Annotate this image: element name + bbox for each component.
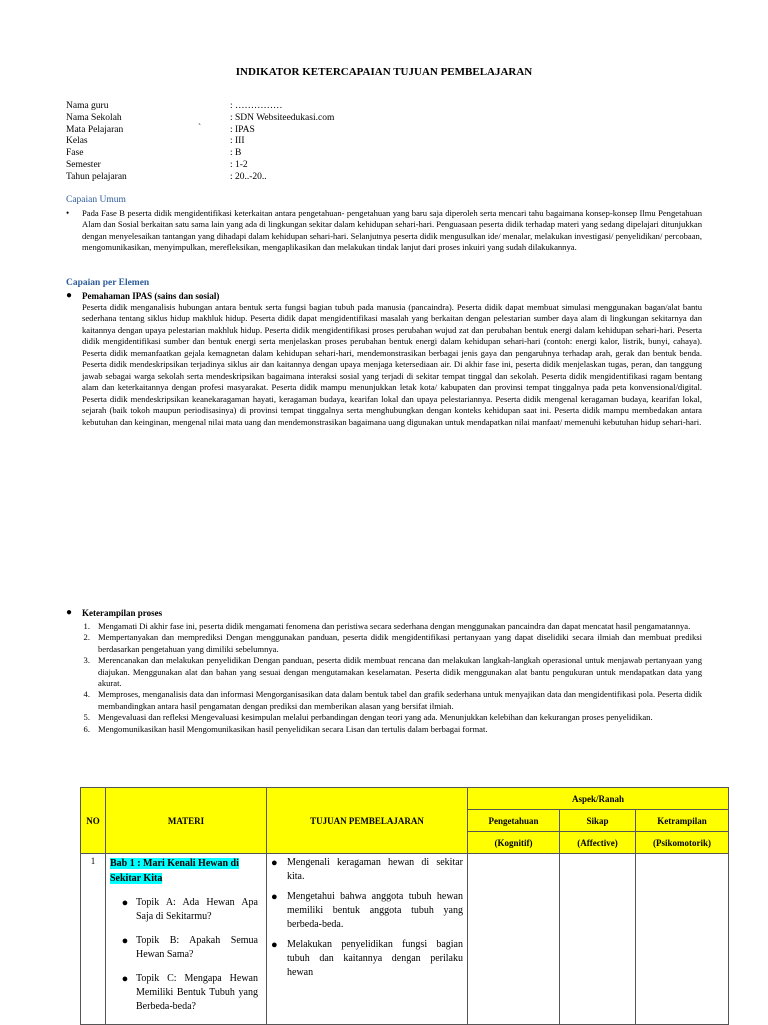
topic-text: Topik A: Ada Hewan Apa Saja di Sekitarmu? (136, 897, 258, 922)
list-text: Mengomunikasikan hasil Mengomunikasikan hasil penyelidikan secara Lisan dan tertulis dalam berbagai format. (98, 723, 488, 734)
header-ketrampilan: Ketrampilan (636, 810, 729, 832)
bullet-icon: ● (121, 973, 129, 985)
bullet-icon: ● (271, 857, 278, 869)
list-text: Mengevaluasi dan refleksi Mengevaluasi kesimpulan melalui perbandingan dengan teori yang ada. Menunjukkan kelebihan dan kekurangan proses penyelidikan. (98, 712, 653, 723)
header-tujuan: TUJUAN PEMBELAJARAN (267, 788, 468, 854)
list-item (271, 938, 463, 980)
bullet-icon: ● (66, 607, 73, 618)
info-value: : III (230, 136, 245, 147)
goal-text: Mengenali keragaman hewan di sekitar kita. (287, 857, 463, 882)
info-label: Nama Sekolah (66, 112, 122, 123)
info-row (66, 136, 334, 148)
info-label: Fase (66, 148, 84, 159)
keterampilan-section (66, 608, 702, 735)
list-text: Mengamati Di akhir fase ini, peserta didik mengamati fenomena dan peristiwa secara sederhana dengan menggunakan pancaindra dan dapat mencatat hasil pengamatannya. (98, 621, 691, 631)
info-value: : …………… (230, 101, 283, 111)
pemahaman-text: Peserta didik menganalisis hubungan antara bentuk serta fungsi bagian tubuh pada manusia (pancaindra). Peserta didik dapat membuat simulasi menggunakan bagan/alat bantu sederhana tentang siklus hidup makhluk hidup. Peserta didik dapat mengidentifikasi masalah yang berkaitan dengan pelestarian sumber daya alam di lingkungan sekitarnya dan kaitannya dengan upaya pelestarian makhluk hidup. Peserta didik mengidentifikasi proses perubahan wujud zat dan perubahan bentuk energi dalam kehidupan sehari-hari. Peserta didik mengidentifikasi sumber dan bentuk energi serta menjelaskan proses perubahan bentuk energi dalam kehidupan sehari-hari (contoh: energi kalor, listrik, bunyi, cahaya). Peserta didik memanfaatkan gejala kemagnetan dalam kehidupan sehari-hari, mendemonstrasikan berbagai jenis gaya dan pengaruhnya terhadap arah, gerak dan bentuk benda. Peserta didik mendeskripsikan terjadinya siklus air dan kaitannya dengan upaya menjaga ketersediaan air. Di akhir fase ini, peserta didik menjelaskan tugas, peran, dan tanggung jawab sebagai warga sekolah serta mendeskripsikan bagaimana interaksi sosial yang terjadi di sekitar tempat tinggal dan sekolah. Peserta didik mengidentifikasi ragam bentang alam dan keterkaitannya dengan profesi masyarakat. Peserta didik mampu menunjukkan letak kota/ kabupaten dan provinsi tempat tinggalnya pada peta konvensional/digital. Peserta didik mendeskripsikan keanekaragaman hayati, keragaman budaya, kearifan lokal dan upaya pelestariannya. Peserta didik mengenal keragaman budaya, kearifan lokal, sejarah (baik tokoh maupun periodisasinya) di provinsi tempat tinggalnya serta menghubungkan dengan konteks kehidupan saat ini. Peserta didik mampu membedakan antara kebutuhan dan keinginan, mengenal nilai mata uang dan mendemonstrasikan bagaimana uang digunakan untuk mendapatkan nilai manfaat/ memenuhi kebutuhan hidup sehari-hari. (82, 302, 702, 427)
header-kognitif: (Kognitif) (468, 832, 560, 854)
header-aspek: Aspek/Ranah (468, 788, 729, 810)
table-header-row (81, 788, 729, 810)
list-number: 2. (83, 632, 90, 643)
list-item (114, 972, 258, 1014)
tujuan-cell (267, 854, 468, 1025)
list-text: Memproses, menganalisis data dan informasi Mengorganisasikan data dalam bentuk tabel dan grafik sederhana untuk menyajikan data dan mengidentifikasi pola. Peserta didik membandingkan antara hasil pengamatan dengan prediksi dan memberikan alasan yang bersifat ilmiah. (98, 689, 702, 711)
identity-block (66, 101, 334, 184)
capaian-umum-paragraph (66, 208, 702, 254)
header-affective: (Affective) (560, 832, 636, 854)
keterampilan-list (66, 621, 702, 735)
info-row (66, 148, 334, 160)
stray-tick-mark: ` (198, 123, 202, 133)
header-psikomotorik: (Psikomotorik) (636, 832, 729, 854)
capaian-elemen-heading: Capaian per Elemen (66, 278, 150, 288)
pemahaman-heading: Pemahaman IPAS (sains dan sosial) (82, 291, 220, 301)
list-number: 1. (83, 621, 90, 631)
indicator-table (80, 787, 729, 1025)
keterampilan-heading: Keterampilan proses (82, 608, 163, 618)
materi-cell (106, 854, 267, 1025)
list-number: 3. (83, 655, 90, 666)
info-value: : SDN Websiteedukasi.com (230, 112, 335, 123)
info-value: : IPAS (230, 124, 255, 135)
pengetahuan-cell (468, 854, 560, 1025)
goal-text: Mengetahui bahwa anggota tubuh hewan memiliki bentuk anggota tubuh yang berbeda-beda. (287, 891, 463, 930)
topic-text: Topik B: Apakah Semua Hewan Sama? (136, 935, 258, 960)
info-value: : 20..-20.. (230, 171, 267, 182)
bullet-icon: ● (121, 935, 129, 947)
topic-text: Topik C: Mengapa Hewan Memiliki Bentuk Tubuh yang Berbeda-beda? (136, 973, 258, 1012)
info-row (66, 160, 334, 172)
header-sikap: Sikap (560, 810, 636, 832)
list-item (114, 934, 258, 962)
info-label: Semester (66, 159, 101, 170)
list-item (66, 655, 702, 689)
table-row (81, 854, 729, 1025)
list-number: 5. (83, 712, 90, 723)
bullet-icon: ● (271, 939, 278, 951)
header-no: NO (81, 788, 106, 854)
ketrampilan-cell (636, 854, 729, 1025)
capaian-umum-heading: Capaian Umum (66, 195, 126, 205)
header-materi: MATERI (106, 788, 267, 854)
bullet-icon: ● (66, 290, 73, 301)
info-value: : 1-2 (230, 159, 248, 170)
header-pengetahuan: Pengetahuan (468, 810, 560, 832)
list-number: 6. (83, 723, 90, 734)
bullet-icon: • (66, 208, 70, 218)
capaian-umum-text: Pada Fase B peserta didik mengidentifikasi keterkaitan antara pengetahuan- pengetahuan yang baru saja diperoleh serta mencari tahu bagaimana konsep-konsep Ilmu Pengetahuan Alam dan Sosial berkaitan satu sama lain yang ada di lingkungan sekitar dalam kehidupan sehari-hari. Penguasaan peserta didik terhadap materi yang sedang dipelajari ditunjukkan dengan menyelesaikan tantangan yang dihadapi dalam kehidupan sehari-hari. Selanjutnya peserta didik mengusulkan ide/ menalar, melakukan investigasi/ penyelidikan/ percobaan, mengomunikasikan, menyimpulkan, merefleksikan, mengaplikasikan dan melakukan tindak lanjut dari proses inkuiri yang sudah dilakukannya. (82, 208, 702, 253)
topic-list (114, 896, 258, 1014)
info-label: Tahun pelajaran (66, 171, 127, 182)
bullet-icon: ● (121, 897, 129, 909)
list-text: Merencanakan dan melakukan penyelidikan Dengan panduan, peserta didik membuat rencana dan melakukan langkah-langkah operasional untuk menjawab pertanyaan yang diajukan. Menggunakan alat dan bahan yang sesuai dengan mengutamakan keselamatan. Peserta didik menggunakan alat bantu pengukuran untuk mendapatkan data yang akurat. (98, 655, 702, 689)
list-item (66, 632, 702, 655)
list-text: Mempertanyakan dan memprediksi Dengan menggunakan panduan, peserta didik mengidentifikasi pertanyaan yang dapat diselidiki secara ilmiah dan membuat prediksi berdasarkan pengetahuan yang dimiliki sebelumnya. (98, 632, 702, 654)
goal-list (271, 856, 463, 980)
sikap-cell (560, 854, 636, 1025)
list-item (66, 712, 702, 723)
pemahaman-section (66, 291, 702, 428)
info-row (66, 101, 334, 113)
goal-text: Melakukan penyelidikan fungsi bagian tubuh dan kaitannya dengan perilaku hewan (287, 939, 463, 978)
bab-title: Bab 1 : Mari Kenali Hewan di Sekitar Kita (110, 858, 239, 884)
list-number: 4. (83, 689, 90, 700)
list-item (66, 689, 702, 712)
list-item (66, 621, 702, 632)
info-label: Nama guru (66, 101, 109, 111)
info-value: : B (230, 148, 242, 159)
list-item (66, 724, 702, 735)
row-number: 1 (81, 854, 106, 1025)
info-label: Kelas (66, 136, 88, 147)
info-label: Mata Pelajaran (66, 124, 124, 135)
list-item (271, 890, 463, 932)
info-row (66, 172, 334, 184)
list-item (114, 896, 258, 924)
bullet-icon: ● (271, 891, 278, 903)
document-title: INDIKATOR KETERCAPAIAN TUJUAN PEMBELAJARAN (235, 66, 533, 78)
list-item (271, 856, 463, 884)
